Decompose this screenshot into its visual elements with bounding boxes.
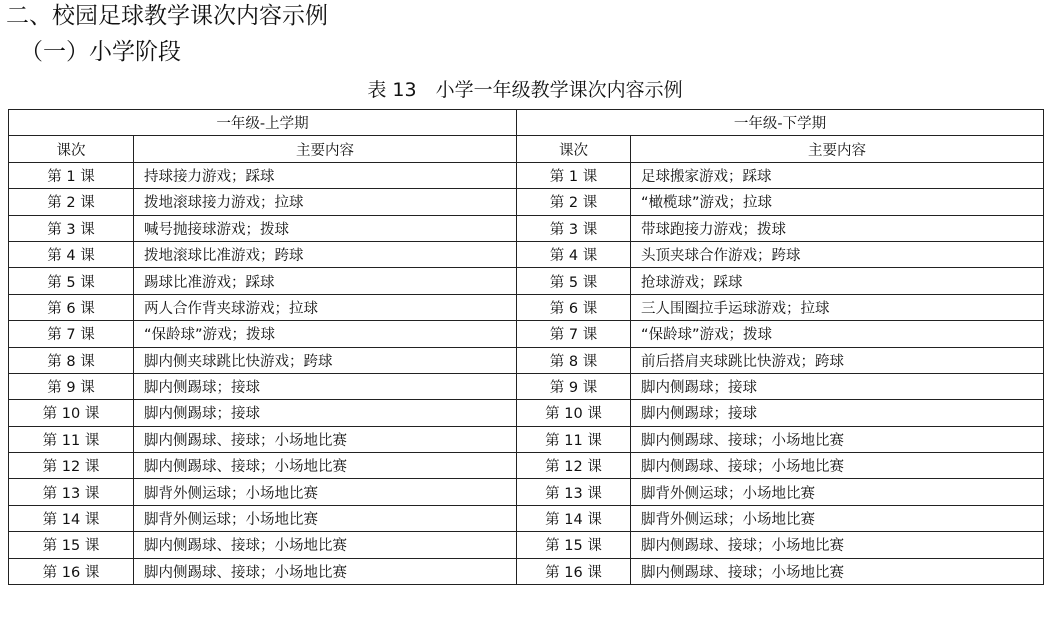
lesson-content-right: 带球跑接力游戏；拨球: [631, 215, 1044, 241]
lesson-number-right: 第 6 课: [517, 294, 631, 320]
semester-header-right: 一年级-下学期: [517, 110, 1044, 136]
lesson-number-right: 第 16 课: [517, 558, 631, 584]
lesson-number-right: 第 5 课: [517, 268, 631, 294]
lesson-content-right: 脚背外侧运球；小场地比赛: [631, 479, 1044, 505]
table-row: [9, 479, 1044, 505]
lesson-content-left: 脚内侧踢球、接球；小场地比赛: [134, 532, 517, 558]
table-row: [9, 453, 1044, 479]
table-row: [9, 400, 1044, 426]
lesson-content-right: 前后搭肩夹球跳比快游戏；跨球: [631, 347, 1044, 373]
lesson-content-left: 脚内侧踢球；接球: [134, 400, 517, 426]
lesson-content-right: 脚内侧踢球、接球；小场地比赛: [631, 558, 1044, 584]
column-header-content-left: 主要内容: [134, 136, 517, 162]
lesson-number-right: 第 8 课: [517, 347, 631, 373]
table-row: [9, 505, 1044, 531]
lesson-content-left: 持球接力游戏；踩球: [134, 162, 517, 188]
lesson-content-left: 脚背外侧运球；小场地比赛: [134, 505, 517, 531]
lesson-content-left: “保龄球”游戏；拨球: [134, 321, 517, 347]
lesson-content-left: 拨地滚球比准游戏；跨球: [134, 241, 517, 267]
lesson-number-left: 第 8 课: [9, 347, 134, 373]
column-header-row: [9, 136, 1044, 162]
lesson-content-right: 脚内侧踢球；接球: [631, 400, 1044, 426]
subsection-heading: （一）小学阶段: [20, 39, 181, 65]
lesson-content-right: 抢球游戏；踩球: [631, 268, 1044, 294]
lesson-content-right: “保龄球”游戏；拨球: [631, 321, 1044, 347]
lesson-content-right: “橄榄球”游戏；拉球: [631, 189, 1044, 215]
table-row: [9, 215, 1044, 241]
lesson-content-right: 脚内侧踢球、接球；小场地比赛: [631, 532, 1044, 558]
lesson-number-left: 第 11 课: [9, 426, 134, 452]
lesson-content-right: 头顶夹球合作游戏；跨球: [631, 241, 1044, 267]
lesson-number-right: 第 13 课: [517, 479, 631, 505]
lesson-number-right: 第 9 课: [517, 373, 631, 399]
table-row: [9, 189, 1044, 215]
lesson-number-left: 第 2 课: [9, 189, 134, 215]
lesson-table: [8, 109, 1044, 585]
table-row: [9, 321, 1044, 347]
lesson-number-left: 第 10 课: [9, 400, 134, 426]
table-row: [9, 373, 1044, 399]
lesson-number-left: 第 4 课: [9, 241, 134, 267]
lesson-number-left: 第 15 课: [9, 532, 134, 558]
semester-header-row: [9, 110, 1044, 136]
lesson-number-left: 第 6 课: [9, 294, 134, 320]
lesson-number-left: 第 13 课: [9, 479, 134, 505]
lesson-content-left: 脚内侧踢球、接球；小场地比赛: [134, 426, 517, 452]
table-row: [9, 294, 1044, 320]
column-header-lesson-left: 课次: [9, 136, 134, 162]
lesson-content-right: 脚内侧踢球；接球: [631, 373, 1044, 399]
lesson-number-right: 第 7 课: [517, 321, 631, 347]
lesson-number-left: 第 9 课: [9, 373, 134, 399]
lesson-content-left: 踢球比准游戏；踩球: [134, 268, 517, 294]
lesson-number-left: 第 3 课: [9, 215, 134, 241]
lesson-number-right: 第 11 课: [517, 426, 631, 452]
table-row: [9, 241, 1044, 267]
table-row: [9, 558, 1044, 584]
table-row: [9, 426, 1044, 452]
lesson-number-right: 第 1 课: [517, 162, 631, 188]
lesson-content-left: 脚内侧踢球、接球；小场地比赛: [134, 558, 517, 584]
table-row: [9, 347, 1044, 373]
lesson-content-left: 喊号抛接球游戏；拨球: [134, 215, 517, 241]
lesson-number-right: 第 10 课: [517, 400, 631, 426]
table-row: [9, 162, 1044, 188]
column-header-lesson-right: 课次: [517, 136, 631, 162]
lesson-number-left: 第 1 课: [9, 162, 134, 188]
lesson-number-right: 第 15 课: [517, 532, 631, 558]
lesson-content-right: 脚背外侧运球；小场地比赛: [631, 505, 1044, 531]
lesson-content-right: 足球搬家游戏；踩球: [631, 162, 1044, 188]
lesson-number-left: 第 14 课: [9, 505, 134, 531]
column-header-content-right: 主要内容: [631, 136, 1044, 162]
lesson-content-left: 脚内侧踢球、接球；小场地比赛: [134, 453, 517, 479]
lesson-content-right: 三人围圈拉手运球游戏；拉球: [631, 294, 1044, 320]
table-row: [9, 532, 1044, 558]
lesson-number-left: 第 7 课: [9, 321, 134, 347]
lesson-content-left: 拨地滚球接力游戏；拉球: [134, 189, 517, 215]
lesson-number-left: 第 16 课: [9, 558, 134, 584]
semester-header-left: 一年级-上学期: [9, 110, 517, 136]
table-row: [9, 268, 1044, 294]
lesson-content-right: 脚内侧踢球、接球；小场地比赛: [631, 453, 1044, 479]
lesson-number-right: 第 2 课: [517, 189, 631, 215]
lesson-number-right: 第 4 课: [517, 241, 631, 267]
lesson-number-right: 第 14 课: [517, 505, 631, 531]
lesson-content-right: 脚内侧踢球、接球；小场地比赛: [631, 426, 1044, 452]
section-heading: 二、校园足球教学课次内容示例: [6, 3, 328, 29]
lesson-content-left: 脚内侧夹球跳比快游戏；跨球: [134, 347, 517, 373]
lesson-number-left: 第 12 课: [9, 453, 134, 479]
lesson-content-left: 两人合作背夹球游戏；拉球: [134, 294, 517, 320]
lesson-number-right: 第 12 课: [517, 453, 631, 479]
table-caption: 表 13 小学一年级教学课次内容示例: [367, 79, 683, 101]
lesson-content-left: 脚背外侧运球；小场地比赛: [134, 479, 517, 505]
lesson-number-left: 第 5 课: [9, 268, 134, 294]
lesson-content-left: 脚内侧踢球；接球: [134, 373, 517, 399]
lesson-number-right: 第 3 课: [517, 215, 631, 241]
